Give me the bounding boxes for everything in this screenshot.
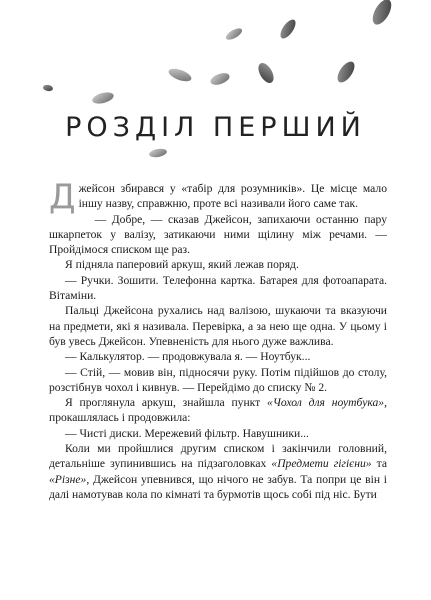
paragraph: Джейсон збирався у «табір для розумників». Це місце мало іншу назву, справжню, проте всі називали його саме так. [49, 177, 387, 217]
drop-cap: Д [49, 177, 76, 217]
paragraph: — Чисті диски. Мережевий фільтр. Навушники... [65, 426, 309, 440]
petal [148, 147, 167, 158]
paragraph: — Добре, — сказав Джейсон, запихаючи останню пару шкарпеток у валізу, затикаючи ними щілину між речами. — Пройдімося списком ще раз. [49, 212, 387, 257]
petal [255, 60, 276, 85]
body-text [49, 177, 388, 502]
italic-heading-ref: «Предмети гігієни» [271, 457, 372, 471]
paragraph: Я підняла паперовий аркуш, який лежав поряд. [65, 258, 299, 272]
petal [91, 90, 115, 105]
paragraph: — Калькулятор. — продовжувала я. — Ноутбук... [65, 350, 311, 364]
petal [43, 84, 54, 92]
italic-heading-ref: «Різне» [49, 472, 87, 486]
petal [167, 66, 193, 84]
chapter-title: РОЗДІЛ ПЕРШИЙ [65, 112, 366, 143]
petal [224, 26, 244, 42]
petal [209, 71, 231, 87]
petal [369, 0, 395, 28]
falling-petals-illustration [0, 0, 431, 170]
paragraph: — Ручки. Зошити. Телефонна картка. Батарея для фотоапарата. Вітаміни. [49, 273, 387, 303]
paragraph: Коли ми пройшлися другим списком і закінчили головний, детальніше зупинившись на підзаголовках «Предмети гігієни» та «Різне», Джейсон упевнився, що нічого не забув. Та попри це він і далі намотував кола по кімнаті та бурмотів щось собі під ніс. Бути [49, 442, 387, 501]
paragraph: — Стій, — мовив він, підносячи руку. Потім підійшов до столу, розстібнув чохол і кивнув. — Перейдімо до списку № 2. [49, 365, 387, 394]
paragraph: Пальці Джейсона рухались над валізою, шукаючи та вказуючи на предмети, які я називала. Перевірка, а за нею ще одна. У цьому і був увесь Джейсон. Упевненість для нього дуже важлива. [49, 304, 387, 348]
petal [334, 59, 358, 86]
petal [278, 17, 299, 41]
italic-list-item: «Чохол для ноутбука» [267, 396, 385, 410]
paragraph: Я проглянула аркуш, знайшла пункт «Чохол для ноутбука», прокашлялась і продовжила: [49, 396, 388, 425]
